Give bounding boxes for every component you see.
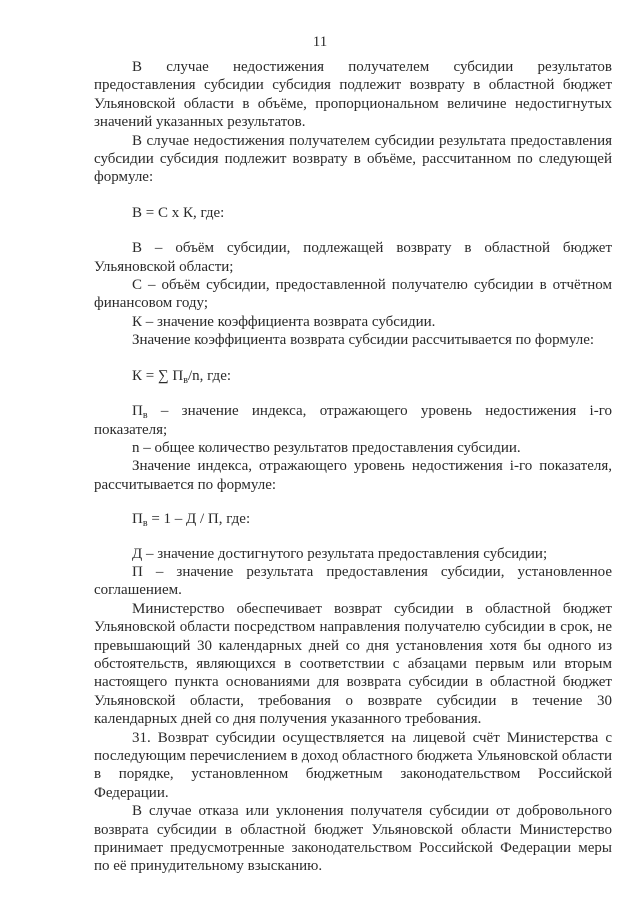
paragraph-ministry-return: Министерство обеспечивает возврат субсидии в областной бюджет Ульяновской области посредством направления получателю субсидии в срок, не превышающий 30 календарных дней со дня установления хотя бы одного из обстоятельств, являющихся в соответствии с абзацами первым или вторым настоящего пункта основаниями для возврата субсидии в областной бюджет Ульяновской области, требования о возврате субсидии в течение 30 календарных дней со дня получения указанного требования. [94, 600, 612, 728]
definition-p: П – значение результата предоставления субсидии, установленное соглашением. [94, 563, 612, 599]
definition-k: К – значение коэффициента возврата субсидии. [132, 313, 436, 330]
definition-n: n – общее количество результатов предоставления субсидии. [132, 439, 521, 456]
paragraph-return-formula-intro: В случае недостижения получателем субсидии результата предоставления субсидии субсидия подлежит возврату в объёме, рассчитанном по следующей формуле: [94, 132, 612, 186]
definition-pv-text: – значение индекса, отражающего уровень недостижения i-го показателя; [94, 403, 612, 438]
definition-pv-subscript: в [142, 410, 148, 422]
paragraph-31-return-account: 31. Возврат субсидии осуществляется на лицевой счёт Министерства с последующим перечислением в доход областного бюджета Ульяновской области в порядке, установленном бюджетным законодательством Российской Федерации. [94, 729, 612, 801]
definition-pv [94, 402, 612, 439]
formula-index-suffix: = 1 – Д / П, где: [147, 511, 251, 528]
document-body [94, 58, 612, 876]
definition-b: В – объём субсидии, подлежащей возврату в областной бюджет Ульяновской области; [94, 240, 612, 275]
formula-coefficient-subscript: в [183, 374, 188, 386]
formula-coefficient-prefix: К = ∑ П [132, 367, 184, 384]
formula-index [94, 510, 612, 528]
paragraph-return-proportional: В случае недостижения получателем субсидии результатов предоставления субсидии субсидия подлежит возврату в областной бюджет Ульяновской области в объёме, пропорциональном величине недостигнутых значений указанных результатов. [94, 59, 612, 131]
formula-coefficient [94, 367, 612, 385]
page-number: 11 [312, 34, 328, 50]
formula-return-amount: В = С х К, где: [132, 204, 225, 221]
formula-index-prefix: П [132, 511, 143, 528]
paragraph-forced-recovery: В случае отказа или уклонения получателя субсидии от добровольного возврата субсидии в областной бюджет Ульяновской области Министерство принимает предусмотренные законодательством Российской Федерации меры по её принудительному взысканию. [94, 803, 612, 875]
formula-coefficient-suffix: /n, где: [187, 367, 232, 384]
definition-d: Д – значение достигнутого результата предоставления субсидии; [132, 545, 548, 562]
definition-c: С – объём субсидии, предоставленной получателю субсидии в отчётном финансовом году; [94, 277, 612, 312]
definition-pv-symbol: П [132, 403, 143, 420]
formula-index-subscript: в [142, 518, 148, 530]
paragraph-index-intro: Значение индекса, отражающего уровень недостижения i-го показателя, рассчитывается по формуле: [94, 458, 612, 493]
paragraph-coefficient-intro: Значение коэффициента возврата субсидии рассчитывается по формуле: [132, 332, 595, 349]
